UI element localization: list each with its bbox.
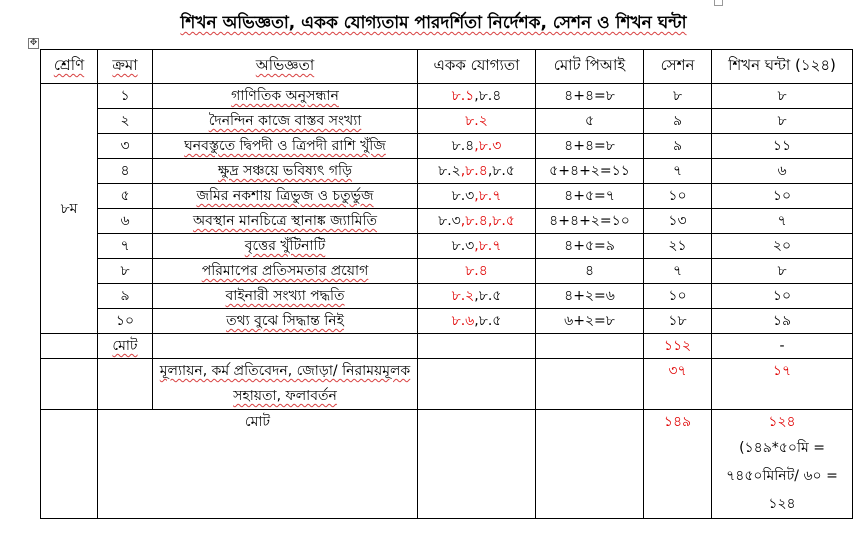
serial-cell: ৪ (98, 159, 153, 184)
header-session: সেশন (644, 50, 712, 84)
pi-cell: ৪+৫=৯ (536, 234, 644, 259)
empty-cell (153, 334, 418, 359)
session-cell: ৯ (644, 109, 712, 134)
empty-cell (418, 359, 536, 410)
session-cell: ১৮ (644, 309, 712, 334)
experience-cell: ঘনবস্তুতে দ্বিপদী ও ত্রিপদী রাশি খুঁজি (153, 134, 418, 159)
empty-cell (536, 334, 644, 359)
table-move-handle-icon[interactable]: ✥ (29, 38, 38, 48)
empty-cell (41, 359, 98, 410)
serial-cell: ৭ (98, 234, 153, 259)
page-title: শিখন অভিজ্ঞতা, একক যোগ্যতাম পারদর্শিতা নির্দেশক, সেশন ও শিখন ঘন্টা (180, 13, 687, 33)
learning-hours-table (40, 49, 853, 519)
competency-cell: ৮.৩,৮.৭ (418, 234, 536, 259)
hours-cell: ৮ (712, 109, 853, 134)
session-cell: ২১ (644, 234, 712, 259)
total-label: মোট (98, 334, 153, 359)
serial-cell: ২ (98, 109, 153, 134)
serial-cell: ৮ (98, 259, 153, 284)
pi-cell: ৫+৪+২=১১ (536, 159, 644, 184)
competency-cell: ৮.২,৮.৫ (418, 284, 536, 309)
pi-cell: ৪+৪=৮ (536, 84, 644, 109)
header-hours: শিখন ঘন্টা (১২৪) (712, 50, 853, 84)
experience-cell: গাণিতিক অনুসন্ধান (153, 84, 418, 109)
hours-cell: ১৯ (712, 309, 853, 334)
session-cell: ৭ (644, 159, 712, 184)
table-row (41, 284, 853, 309)
competency-cell: ৮.২ (418, 109, 536, 134)
serial-cell: ৫ (98, 184, 153, 209)
header-class: শ্রেণি (41, 50, 98, 84)
empty-cell (536, 359, 644, 410)
hours-cell: ১০ (712, 184, 853, 209)
competency-cell: ৮.৪,৮.৩ (418, 134, 536, 159)
experience-cell: তথ্য বুঝে সিদ্ধান্ত নিই (153, 309, 418, 334)
experience-cell: দৈনন্দিন কাজে বাস্তব সংখ্যা (153, 109, 418, 134)
experience-cell: পরিমাপের প্রতিসমতার প্রয়োগ (153, 259, 418, 284)
pi-cell: ৬+২=৮ (536, 309, 644, 334)
empty-cell (418, 410, 536, 519)
empty-cell (536, 410, 644, 519)
session-cell: ১০ (644, 184, 712, 209)
serial-cell: ৩ (98, 134, 153, 159)
header-serial: ক্রমা (98, 50, 153, 84)
header-experience: অভিজ্ঞতা (153, 50, 418, 84)
hours-cell: ৮ (712, 259, 853, 284)
class-cell: ৮ম (41, 84, 98, 334)
grand-total-label: মোট (98, 410, 418, 519)
session-cell: ৮ (644, 84, 712, 109)
table-row (41, 109, 853, 134)
session-cell: ৯ (644, 134, 712, 159)
evaluation-text: মূল্যায়ন, কর্ম প্রতিবেদন, জোড়া/ নিরাময়মূলক সহায়তা, ফলাবর্তন (153, 359, 418, 410)
competency-cell: ৮.৬,৮.৫ (418, 309, 536, 334)
session-cell: ১০ (644, 284, 712, 309)
hours-cell: ৬ (712, 159, 853, 184)
experience-cell: জমির নকশায় ত্রিভুজ ও চতুর্ভুজ (153, 184, 418, 209)
session-cell: ৭ (644, 259, 712, 284)
table-row (41, 184, 853, 209)
evaluation-row (41, 359, 853, 410)
competency-cell: ৮.১,৮.৪ (418, 84, 536, 109)
table-row (41, 259, 853, 284)
evaluation-hours: ১৭ (712, 359, 853, 410)
header-pi: মোট পিআই (536, 50, 644, 84)
serial-cell: ১ (98, 84, 153, 109)
grand-total-row (41, 410, 853, 519)
page-corner-mark (714, 0, 723, 6)
serial-cell: ৯ (98, 284, 153, 309)
pi-cell: ৫ (536, 109, 644, 134)
total-session: ১১২ (644, 334, 712, 359)
pi-cell: ৪+২=৬ (536, 284, 644, 309)
table-row (41, 209, 853, 234)
hours-calculation-note: (১৪৯*৫০মি = ৭৪৫০মিনিট/ ৬০ = ১২৪ (726, 440, 838, 512)
total-hours: - (712, 334, 853, 359)
table-header-row (41, 50, 853, 84)
pi-cell: ৪ (536, 259, 644, 284)
empty-cell (41, 334, 98, 359)
pi-cell: ৪+৪=৮ (536, 134, 644, 159)
total-row (41, 334, 853, 359)
empty-cell (418, 334, 536, 359)
competency-cell: ৮.৩,৮.৭ (418, 184, 536, 209)
experience-cell: বাইনারী সংখ্যা পদ্ধতি (153, 284, 418, 309)
pi-cell: ৪+৪+২=১০ (536, 209, 644, 234)
pi-cell: ৪+৫=৭ (536, 184, 644, 209)
competency-cell: ৮.২,৮.৪,৮.৫ (418, 159, 536, 184)
competency-cell: ৮.৪ (418, 259, 536, 284)
hours-cell: ২০ (712, 234, 853, 259)
empty-cell (98, 359, 153, 410)
grand-total-session: ১৪৯ (644, 410, 712, 519)
experience-cell: অবস্থান মানচিত্রে স্থানাঙ্ক জ্যামিতি (153, 209, 418, 234)
serial-cell: ১০ (98, 309, 153, 334)
table-row (41, 309, 853, 334)
table-row (41, 159, 853, 184)
hours-cell: ৭ (712, 209, 853, 234)
grand-total-hours-cell (712, 410, 853, 519)
header-competency: একক যোগ্যতা (418, 50, 536, 84)
empty-cell (41, 410, 98, 519)
table-row (41, 134, 853, 159)
experience-cell: ক্ষুদ্র সঞ্চয়ে ভবিষ্যৎ গড়ি (153, 159, 418, 184)
hours-cell: ১০ (712, 284, 853, 309)
grand-total-hours: ১২৪ (768, 414, 796, 430)
table-row (41, 84, 853, 109)
session-cell: ১৩ (644, 209, 712, 234)
serial-cell: ৬ (98, 209, 153, 234)
hours-cell: ৮ (712, 84, 853, 109)
competency-cell: ৮.৩,৮.৪,৮.৫ (418, 209, 536, 234)
hours-cell: ১১ (712, 134, 853, 159)
evaluation-session: ৩৭ (644, 359, 712, 410)
experience-cell: বৃত্তের খুঁটিনাটি (153, 234, 418, 259)
table-row (41, 234, 853, 259)
